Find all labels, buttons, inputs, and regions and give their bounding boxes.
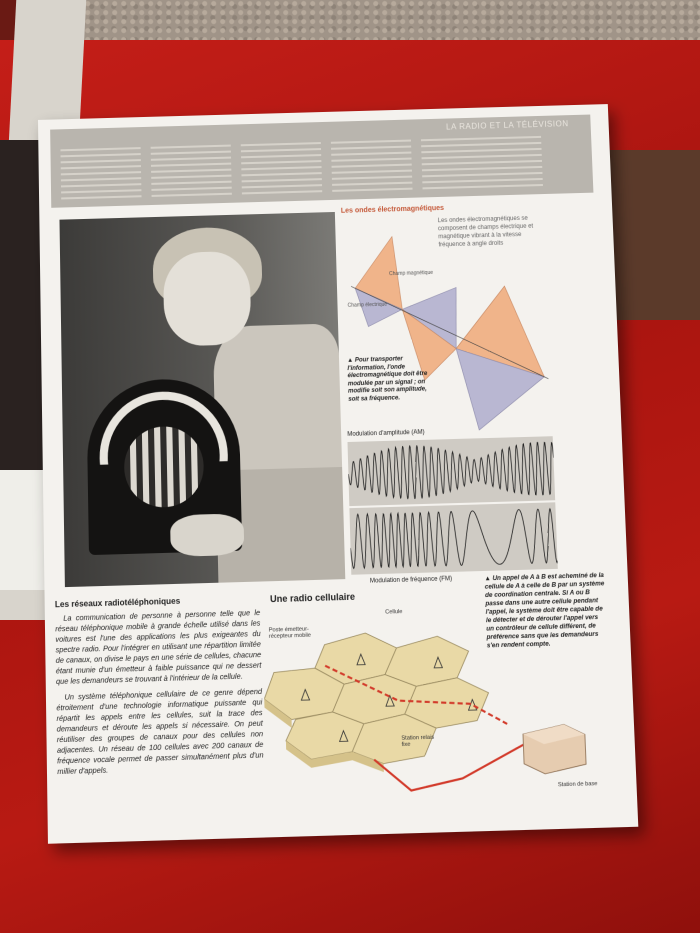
header-column [60, 147, 141, 201]
article-heading: Les réseaux radiotéléphoniques [54, 596, 181, 610]
vintage-photo-woman-radio [59, 212, 345, 587]
book-page [38, 104, 638, 844]
em-wave-svg [341, 223, 611, 444]
label-base: Station de base [557, 780, 598, 789]
fm-panel [349, 502, 557, 574]
label-relay: Station relais fixe [401, 734, 435, 749]
article-paragraph: Un système téléphonique cellulaire de ce genre dépend étroitement d'une technologie informatique puissante qui répartit les appels entre les cellules, suit la trace des demandeurs et déroute les appels si nécessaire. On peut réutiliser des groupes de canaux pour des cellules non adjacentes. Un réseau de 100 cellules avec 200 canaux de fréquence vocale permet de passer simultanément plus d'un millier d'appels. [56, 686, 264, 777]
fm-label: Modulation de fréquence (FM) [369, 576, 453, 585]
face [163, 251, 252, 347]
header-band [50, 115, 593, 208]
header-column [151, 145, 232, 199]
label-cell: Cellule [385, 608, 403, 616]
header-column [331, 140, 413, 194]
diagram-title: Les ondes électromagnétiques [340, 204, 445, 215]
cellular-title: Une radio cellulaire [269, 591, 356, 605]
label-magnetic: Champ magnétique [388, 269, 434, 278]
diagram-note: Les ondes électromagnétiques se composent de champs électrique et magnétique vibrant à la vitesse fréquence à angle droits [437, 215, 534, 249]
left-page-text [0, 470, 46, 590]
hand [170, 513, 244, 557]
label-mobile: Poste émetteur-récepteur mobile [268, 626, 312, 640]
label-electric: Champ électrique [347, 301, 388, 309]
article [55, 594, 264, 782]
am-label: Modulation d'amplitude (AM) [347, 429, 425, 438]
header-column [241, 142, 323, 196]
article-paragraph: La communication de personne à personne telle que le réseau téléphonique mobile à grande échelle utilisé dans les voitures est l'une des applications les plus exigeantes du spectre radio. Pour l'intégrer en utilisant une répartition limitée de canaux, on divise le pays en une série de cellules, chacune étant munie d'un émetteur à faible puissance qui ne dessert que les demandeurs se trouvant à l'intérieur de la cellule. [55, 607, 262, 687]
am-panel [347, 436, 555, 506]
header-title: LA RADIO ET LA TÉLÉVISION [445, 119, 569, 132]
fm-wave [349, 502, 557, 574]
am-wave [347, 436, 555, 506]
header-column [421, 136, 543, 191]
cellular-diagram [262, 595, 619, 827]
wave-callout: ▲ Pour transporter l'information, l'onde électromagnétique doit être modulée par un signal ; on modifie soit son amplitude, soit sa fréquence. [347, 356, 428, 403]
cellular-note: ▲ Un appel de A à B est acheminé de la cellule de A à celle de B par un système de coordination centrale. Si A ou B passe dans une autre cellule pendant l'appel, le système doit être capable de le détecter et de dérouter l'appel vers un contrôleur de cellule différent, de préférence sans que les demandeurs s'en rendent compte. [484, 571, 605, 650]
